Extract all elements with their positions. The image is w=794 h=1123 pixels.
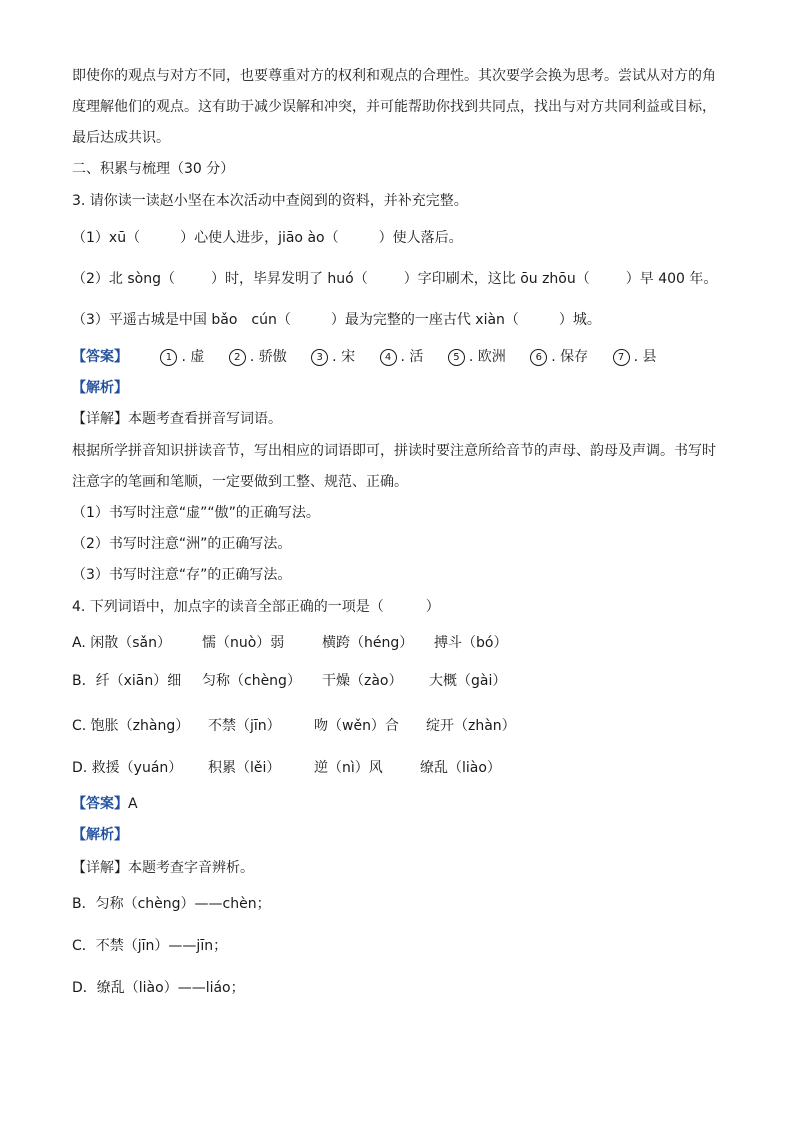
question-4-detail: 【详解】本题考查字音辨析。 [72, 860, 254, 876]
question-3-line-2: （2）北 sòng（ ）时，毕昇发明了 huó（ ）字印刷术，这比 ōu zhōu（ ）早 400 年。 [72, 271, 718, 287]
option-b: B．纤（xiān）细 匀称（chèng） 干燥（zào） 大概（gài） [72, 673, 507, 689]
answer-item-7: 7 . 县 [613, 347, 657, 367]
question-3-line-3: （3）平遥古城是中国 bǎo cún（ ）最为完整的一座古代 xiàn（ ）城。 [72, 312, 601, 328]
answer-item-3: 3 . 宋 [311, 347, 355, 367]
answer-item-1: 1 . 虚 [160, 347, 204, 367]
explanation-line-1: 根据所学拼音知识拼读音节，写出相应的词语即可，拼读时要注意所给音节的声母、韵母及声调。书写时 [72, 443, 716, 459]
question-3-line-1: （1）xū（ ）心使人进步，jiāo ào（ ）使人落后。 [72, 230, 463, 246]
answer-label: 【答案】 [72, 349, 128, 365]
note-c: C．不禁（jīn）——jīn； [72, 938, 228, 954]
question-3-stem: 3. 请你读一读赵小坚在本次活动中查阅到的资料，并补充完整。 [72, 193, 468, 209]
option-d: D. 救援（yuán） 积累（lěi） 逆（nì）风 缭乱（liào） [72, 760, 501, 776]
option-c: C. 饱胀（zhàng） 不禁（jīn） 吻（wěn）合 绽开（zhàn） [72, 718, 516, 734]
analysis-label: 【解析】 [72, 380, 128, 396]
question-4-analysis-label: 【解析】 [72, 827, 128, 843]
question-3-answer [72, 347, 677, 367]
intro-line-3: 最后达成共识。 [72, 130, 170, 146]
note-b: B．匀称（chèng）——chèn； [72, 896, 271, 912]
question-4-stem: 4. 下列词语中，加点字的读音全部正确的一项是（ ） [72, 599, 440, 615]
section-heading: 二、积累与梳理（30 分） [72, 161, 235, 177]
answer-item-4: 4 . 活 [380, 347, 424, 367]
explanation-line-2: 注意字的笔画和笔顺，一定要做到工整、规范、正确。 [72, 474, 408, 490]
answer-item-6: 6 . 保存 [530, 347, 588, 367]
answer-item-5: 5 . 欧洲 [448, 347, 506, 367]
intro-line-1: 即使你的观点与对方不同，也要尊重对方的权利和观点的合理性。其次要学会换为思考。尝试从对方的角 [72, 68, 716, 84]
option-a: A. 闲散（sǎn） 懦（nuò）弱 横跨（héng） 搏斗（bó） [72, 635, 508, 651]
explanation-line-5: （3）书写时注意“存”的正确写法。 [72, 567, 292, 583]
note-d: D．缭乱（liào）——liáo； [72, 980, 245, 996]
question-4-answer: 【答案】A [72, 796, 138, 812]
intro-line-2: 度理解他们的观点。这有助于减少误解和冲突，并可能帮助你找到共同点，找出与对方共同利益或目标， [72, 99, 716, 115]
explanation-line-4: （2）书写时注意“洲”的正确写法。 [72, 536, 292, 552]
answer-item-2: 2 . 骄傲 [229, 347, 287, 367]
detail-line: 【详解】本题考查看拼音写词语。 [72, 411, 282, 427]
explanation-line-3: （1）书写时注意“虚”“傲”的正确写法。 [72, 505, 320, 521]
